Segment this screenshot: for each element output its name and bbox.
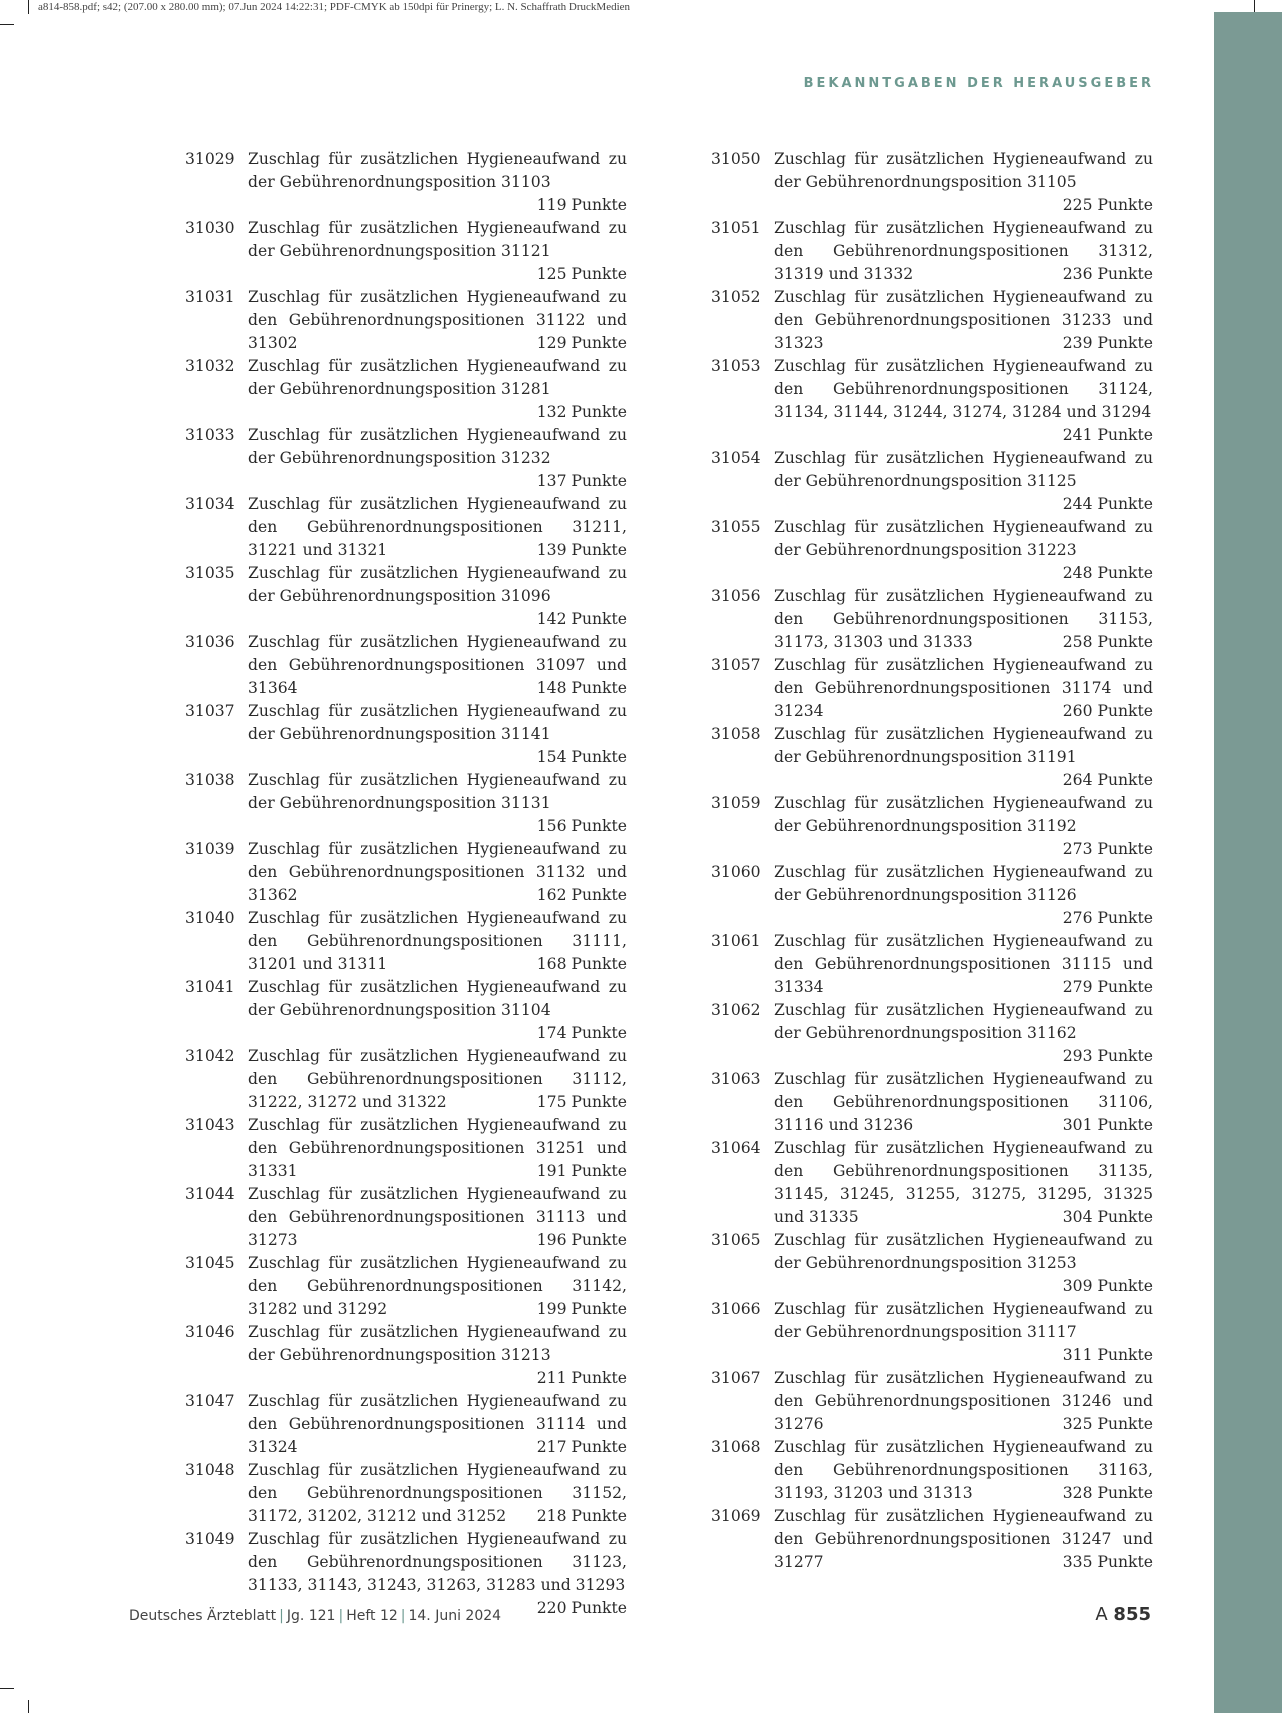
- fee-number: 31037: [185, 702, 235, 720]
- fee-body: [248, 1390, 627, 1459]
- fee-body: [774, 792, 1153, 861]
- fee-number: 31059: [711, 794, 761, 812]
- fee-entry: [185, 1390, 627, 1459]
- fee-points: 258 Punkte: [1062, 633, 1153, 651]
- fee-points: 175 Punkte: [536, 1093, 627, 1111]
- fee-number: 31066: [711, 1300, 761, 1318]
- fee-description: Zuschlag für zusätzlichen Hygieneaufwand zu den Gebührenordnungspositionen 31106, 31116 und 31236: [774, 1070, 1153, 1134]
- fee-entry: [711, 654, 1153, 723]
- footer-volume: Jg. 121: [286, 1608, 336, 1624]
- section-header: BEKANNTGABEN DER HERAUSGEBER: [803, 76, 1154, 91]
- fee-description: Zuschlag für zusätzlichen Hygieneaufwand zu der Gebührenordnungsposition 31232: [248, 426, 627, 467]
- fee-entry: [185, 286, 627, 355]
- crop-mark: [28, 1700, 29, 1713]
- fee-description: Zuschlag für zusätzlichen Hygieneaufwand zu den Gebührenordnungspositionen 31113 und 31273: [248, 1185, 627, 1249]
- fee-description: Zuschlag für zusätzlichen Hygieneaufwand zu den Gebührenordnungspositionen 31132 und 31362: [248, 840, 627, 904]
- fee-entry: [185, 631, 627, 700]
- fee-entry: [711, 723, 1153, 792]
- fee-description: Zuschlag für zusätzlichen Hygieneaufwand zu der Gebührenordnungsposition 31131: [248, 771, 627, 812]
- fee-body: [774, 861, 1153, 930]
- fee-description: Zuschlag für zusätzlichen Hygieneaufwand zu den Gebührenordnungspositionen 31174 und 31234: [774, 656, 1153, 720]
- fee-points: 196 Punkte: [536, 1231, 627, 1249]
- fee-points: 244 Punkte: [1062, 495, 1153, 513]
- fee-points: 311 Punkte: [1062, 1346, 1153, 1364]
- fee-description: Zuschlag für zusätzlichen Hygieneaufwand zu der Gebührenordnungsposition 31191: [774, 725, 1153, 766]
- fee-entry: [185, 1459, 627, 1528]
- fee-number: 31054: [711, 449, 761, 467]
- fee-body: [248, 1459, 627, 1528]
- fee-number: 31038: [185, 771, 235, 789]
- fee-description: Zuschlag für zusätzlichen Hygieneaufwand zu den Gebührenordnungspositionen 31142, 31282 und 31292: [248, 1254, 627, 1318]
- fee-body: [248, 1528, 627, 1620]
- fee-entry: [185, 148, 627, 217]
- fee-points: 168 Punkte: [536, 955, 627, 973]
- fee-description: Zuschlag für zusätzlichen Hygieneaufwand zu der Gebührenordnungsposition 31126: [774, 863, 1153, 904]
- fee-number: 31053: [711, 357, 761, 375]
- fee-body: [248, 631, 627, 700]
- fee-body: [248, 769, 627, 838]
- fee-number: 31041: [185, 978, 235, 996]
- fee-entry: [185, 769, 627, 838]
- fee-entry: [711, 1436, 1153, 1505]
- fee-number: 31034: [185, 495, 235, 513]
- fee-number: 31045: [185, 1254, 235, 1272]
- fee-entry: [711, 1229, 1153, 1298]
- fee-points: 239 Punkte: [1062, 334, 1153, 352]
- color-sidebar: [1214, 12, 1282, 1713]
- fee-description: Zuschlag für zusätzlichen Hygieneaufwand zu den Gebührenordnungspositionen 31123, 31133, 31143, 31243, 31263, 31283 und 31293: [248, 1530, 627, 1594]
- fee-points: 260 Punkte: [1062, 702, 1153, 720]
- footer-separator: |: [338, 1608, 344, 1624]
- fee-body: [774, 217, 1153, 286]
- fee-body: [774, 447, 1153, 516]
- footer-separator: |: [279, 1608, 284, 1624]
- fee-entry: [185, 562, 627, 631]
- fee-points: 225 Punkte: [1062, 196, 1153, 214]
- fee-description: Zuschlag für zusätzlichen Hygieneaufwand zu den Gebührenordnungspositionen 31246 und 31276: [774, 1369, 1153, 1433]
- fee-description: Zuschlag für zusätzlichen Hygieneaufwand zu den Gebührenordnungspositionen 31312, 31319 und 31332: [774, 219, 1153, 283]
- fee-points: 325 Punkte: [1062, 1415, 1153, 1433]
- fee-number: 31063: [711, 1070, 761, 1088]
- fee-points: 162 Punkte: [536, 886, 627, 904]
- fee-entry: [185, 976, 627, 1045]
- left-column: [185, 148, 627, 1620]
- fee-points: 273 Punkte: [1062, 840, 1153, 858]
- fee-entry: [711, 1505, 1153, 1574]
- fee-points: 236 Punkte: [1062, 265, 1153, 283]
- fee-points: 199 Punkte: [536, 1300, 627, 1318]
- fee-body: [248, 355, 627, 424]
- fee-number: 31033: [185, 426, 235, 444]
- fee-points: 218 Punkte: [536, 1507, 627, 1525]
- fee-description: Zuschlag für zusätzlichen Hygieneaufwand zu den Gebührenordnungspositionen 31163, 31193, 31203 und 31313: [774, 1438, 1153, 1502]
- fee-description: Zuschlag für zusätzlichen Hygieneaufwand zu der Gebührenordnungsposition 31162: [774, 1001, 1153, 1042]
- fee-description: Zuschlag für zusätzlichen Hygieneaufwand zu den Gebührenordnungspositionen 31112, 31222, 31272 und 31322: [248, 1047, 627, 1111]
- fee-number: 31047: [185, 1392, 235, 1410]
- fee-number: 31069: [711, 1507, 761, 1525]
- fee-entry: [185, 1252, 627, 1321]
- fee-number: 31044: [185, 1185, 235, 1203]
- fee-points: 217 Punkte: [536, 1438, 627, 1456]
- fee-entry: [185, 1045, 627, 1114]
- fee-entry: [711, 447, 1153, 516]
- fee-body: [774, 148, 1153, 217]
- fee-entry: [185, 1114, 627, 1183]
- fee-description: Zuschlag für zusätzlichen Hygieneaufwand zu den Gebührenordnungspositionen 31122 und 31302: [248, 288, 627, 352]
- footer-journal: Deutsches Ärzteblatt: [129, 1608, 277, 1624]
- fee-points: 154 Punkte: [536, 748, 627, 766]
- fee-points: 328 Punkte: [1062, 1484, 1153, 1502]
- fee-entry: [711, 861, 1153, 930]
- fee-entry: [185, 493, 627, 562]
- fee-number: 31058: [711, 725, 761, 743]
- fee-number: 31052: [711, 288, 761, 306]
- fee-points: 248 Punkte: [1062, 564, 1153, 582]
- footer-issue: Heft 12: [346, 1608, 398, 1624]
- fee-number: 31061: [711, 932, 761, 950]
- fee-points: 304 Punkte: [1062, 1208, 1153, 1226]
- fee-points: 129 Punkte: [536, 334, 627, 352]
- fee-entry: [185, 217, 627, 286]
- fee-description: Zuschlag für zusätzlichen Hygieneaufwand zu den Gebührenordnungspositionen 31097 und 31364: [248, 633, 627, 697]
- fee-entry: [185, 1321, 627, 1390]
- fee-description: Zuschlag für zusätzlichen Hygieneaufwand zu den Gebührenordnungspositionen 31135, 31145, 31245, 31255, 31275, 31295, 31325 und 31335: [774, 1139, 1153, 1226]
- fee-entry: [185, 1528, 627, 1620]
- footer-citation: [129, 1608, 501, 1624]
- fee-body: [248, 838, 627, 907]
- fee-body: [774, 930, 1153, 999]
- fee-points: 148 Punkte: [536, 679, 627, 697]
- fee-points: 125 Punkte: [536, 265, 627, 283]
- fee-entry: [185, 355, 627, 424]
- crop-mark: [0, 24, 14, 25]
- fee-number: 31035: [185, 564, 235, 582]
- fee-points: 174 Punkte: [536, 1024, 627, 1042]
- fee-number: 31062: [711, 1001, 761, 1019]
- fee-number: 31060: [711, 863, 761, 881]
- fee-points: 119 Punkte: [536, 196, 627, 214]
- fee-body: [248, 976, 627, 1045]
- fee-points: 309 Punkte: [1062, 1277, 1153, 1295]
- fee-entry: [185, 907, 627, 976]
- fee-body: [248, 1114, 627, 1183]
- fee-description: Zuschlag für zusätzlichen Hygieneaufwand zu den Gebührenordnungspositionen 31152, 31172, 31202, 31212 und 31252: [248, 1461, 627, 1525]
- fee-body: [774, 1068, 1153, 1137]
- fee-description: Zuschlag für zusätzlichen Hygieneaufwand zu der Gebührenordnungsposition 31104: [248, 978, 627, 1019]
- fee-number: 31039: [185, 840, 235, 858]
- fee-points: 142 Punkte: [536, 610, 627, 628]
- fee-number: 31042: [185, 1047, 235, 1065]
- fee-body: [774, 1137, 1153, 1229]
- fee-entry: [185, 1183, 627, 1252]
- fee-entry: [711, 930, 1153, 999]
- fee-number: 31049: [185, 1530, 235, 1548]
- print-info-line: a814-858.pdf; s42; (207.00 x 280.00 mm); 07.Jun 2024 14:22:31; PDF-CMYK ab 150dpi für Prinergy; L. N. Schaffrath DruckMedien: [38, 1, 631, 13]
- fee-body: [248, 217, 627, 286]
- fee-entry: [711, 585, 1153, 654]
- fee-entry: [711, 286, 1153, 355]
- fee-points: 264 Punkte: [1062, 771, 1153, 789]
- fee-body: [248, 148, 627, 217]
- fee-description: Zuschlag für zusätzlichen Hygieneaufwand zu der Gebührenordnungsposition 31192: [774, 794, 1153, 835]
- fee-entry: [711, 1068, 1153, 1137]
- fee-body: [248, 1321, 627, 1390]
- fee-number: 31055: [711, 518, 761, 536]
- fee-number: 31065: [711, 1231, 761, 1249]
- fee-entry: [711, 355, 1153, 447]
- fee-description: Zuschlag für zusätzlichen Hygieneaufwand zu der Gebührenordnungsposition 31141: [248, 702, 627, 743]
- fee-body: [774, 355, 1153, 447]
- fee-description: Zuschlag für zusätzlichen Hygieneaufwand zu der Gebührenordnungsposition 31213: [248, 1323, 627, 1364]
- fee-number: 31067: [711, 1369, 761, 1387]
- fee-description: Zuschlag für zusätzlichen Hygieneaufwand zu den Gebührenordnungspositionen 31251 und 31331: [248, 1116, 627, 1180]
- fee-description: Zuschlag für zusätzlichen Hygieneaufwand zu der Gebührenordnungsposition 31117: [774, 1300, 1153, 1341]
- fee-entry: [185, 700, 627, 769]
- fee-points: 137 Punkte: [536, 472, 627, 490]
- fee-points: 191 Punkte: [536, 1162, 627, 1180]
- fee-body: [248, 1252, 627, 1321]
- fee-number: 31029: [185, 150, 235, 168]
- fee-body: [248, 700, 627, 769]
- fee-body: [248, 1045, 627, 1114]
- fee-description: Zuschlag für zusätzlichen Hygieneaufwand zu den Gebührenordnungspositionen 31115 und 31334: [774, 932, 1153, 996]
- page-number: [1095, 1604, 1151, 1625]
- fee-points: 276 Punkte: [1062, 909, 1153, 927]
- fee-points: 293 Punkte: [1062, 1047, 1153, 1065]
- fee-number: 31051: [711, 219, 761, 237]
- fee-entry: [185, 424, 627, 493]
- fee-body: [774, 1436, 1153, 1505]
- fee-number: 31032: [185, 357, 235, 375]
- fee-body: [774, 723, 1153, 792]
- fee-body: [774, 654, 1153, 723]
- fee-number: 31048: [185, 1461, 235, 1479]
- crop-mark: [28, 0, 29, 14]
- fee-body: [248, 907, 627, 976]
- fee-number: 31068: [711, 1438, 761, 1456]
- fee-description: Zuschlag für zusätzlichen Hygieneaufwand zu der Gebührenordnungsposition 31223: [774, 518, 1153, 559]
- fee-number: 31050: [711, 150, 761, 168]
- fee-number: 31040: [185, 909, 235, 927]
- fee-description: Zuschlag für zusätzlichen Hygieneaufwand zu der Gebührenordnungsposition 31125: [774, 449, 1153, 490]
- fee-number: 31056: [711, 587, 761, 605]
- fee-description: Zuschlag für zusätzlichen Hygieneaufwand zu den Gebührenordnungspositionen 31233 und 31323: [774, 288, 1153, 352]
- fee-points: 335 Punkte: [1062, 1553, 1153, 1571]
- fee-points: 241 Punkte: [1062, 426, 1153, 444]
- fee-body: [774, 1367, 1153, 1436]
- fee-description: Zuschlag für zusätzlichen Hygieneaufwand zu den Gebührenordnungspositionen 31124, 31134, 31144, 31244, 31274, 31284 und 31294: [774, 357, 1153, 421]
- fee-description: Zuschlag für zusätzlichen Hygieneaufwand zu der Gebührenordnungsposition 31096: [248, 564, 627, 605]
- fee-body: [248, 424, 627, 493]
- fee-description: Zuschlag für zusätzlichen Hygieneaufwand zu den Gebührenordnungspositionen 31211, 31221 und 31321: [248, 495, 627, 559]
- page-prefix: A: [1095, 1604, 1108, 1625]
- fee-number: 31064: [711, 1139, 761, 1157]
- fee-body: [248, 562, 627, 631]
- fee-entry: [711, 217, 1153, 286]
- fee-body: [774, 1505, 1153, 1574]
- fee-points: 211 Punkte: [536, 1369, 627, 1387]
- fee-number: 31043: [185, 1116, 235, 1134]
- fee-points: 139 Punkte: [536, 541, 627, 559]
- footer-separator: |: [400, 1608, 406, 1624]
- fee-description: Zuschlag für zusätzlichen Hygieneaufwand zu der Gebührenordnungsposition 31105: [774, 150, 1153, 191]
- fee-body: [248, 1183, 627, 1252]
- fee-body: [248, 286, 627, 355]
- fee-points: 220 Punkte: [536, 1599, 627, 1617]
- fee-entry: [711, 792, 1153, 861]
- fee-body: [774, 1298, 1153, 1367]
- fee-entry: [711, 148, 1153, 217]
- page-number-value: 855: [1113, 1604, 1151, 1625]
- fee-description: Zuschlag für zusätzlichen Hygieneaufwand zu der Gebührenordnungsposition 31103: [248, 150, 627, 191]
- fee-body: [774, 286, 1153, 355]
- fee-body: [248, 493, 627, 562]
- fee-description: Zuschlag für zusätzlichen Hygieneaufwand zu den Gebührenordnungspositionen 31114 und 31324: [248, 1392, 627, 1456]
- fee-body: [774, 585, 1153, 654]
- fee-number: 31046: [185, 1323, 235, 1341]
- fee-points: 279 Punkte: [1062, 978, 1153, 996]
- fee-description: Zuschlag für zusätzlichen Hygieneaufwand zu der Gebührenordnungsposition 31281: [248, 357, 627, 398]
- fee-number: 31036: [185, 633, 235, 651]
- fee-description: Zuschlag für zusätzlichen Hygieneaufwand zu den Gebührenordnungspositionen 31247 und 31277: [774, 1507, 1153, 1571]
- fee-entry: [711, 1298, 1153, 1367]
- fee-description: Zuschlag für zusätzlichen Hygieneaufwand zu der Gebührenordnungsposition 31121: [248, 219, 627, 260]
- fee-body: [774, 516, 1153, 585]
- fee-points: 156 Punkte: [536, 817, 627, 835]
- fee-points: 132 Punkte: [536, 403, 627, 421]
- fee-entry: [711, 999, 1153, 1068]
- fee-entry: [711, 1367, 1153, 1436]
- fee-description: Zuschlag für zusätzlichen Hygieneaufwand zu der Gebührenordnungsposition 31253: [774, 1231, 1153, 1272]
- fee-number: 31031: [185, 288, 235, 306]
- fee-number: 31030: [185, 219, 235, 237]
- fee-description: Zuschlag für zusätzlichen Hygieneaufwand zu den Gebührenordnungspositionen 31111, 31201 und 31311: [248, 909, 627, 973]
- crop-mark: [0, 1688, 14, 1689]
- fee-points: 301 Punkte: [1062, 1116, 1153, 1134]
- fee-entry: [711, 516, 1153, 585]
- fee-description: Zuschlag für zusätzlichen Hygieneaufwand zu den Gebührenordnungspositionen 31153, 31173, 31303 und 31333: [774, 587, 1153, 651]
- fee-number: 31057: [711, 656, 761, 674]
- footer-date: 14. Juni 2024: [408, 1608, 502, 1624]
- fee-body: [774, 999, 1153, 1068]
- right-column: [711, 148, 1153, 1574]
- fee-entry: [711, 1137, 1153, 1229]
- fee-entry: [185, 838, 627, 907]
- fee-body: [774, 1229, 1153, 1298]
